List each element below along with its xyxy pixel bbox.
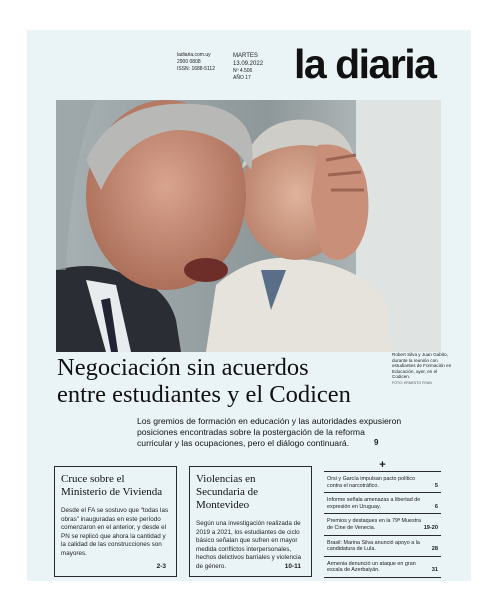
masthead-date-block [233, 52, 263, 82]
weekday: MARTES [233, 53, 258, 59]
newspaper-logo: la diaria [294, 41, 436, 87]
brief-text: Orsi y García impulsan pacto político contra el narcotráfico. [327, 476, 416, 489]
website: ladiaria.com.uy [177, 52, 211, 58]
brief-page-number: 6 [434, 503, 438, 510]
brief-page-number: 19-20 [423, 524, 438, 531]
briefs-sidebar [324, 460, 441, 578]
headline-line-1: Negociación sin acuerdos [57, 354, 309, 381]
photo-caption [392, 352, 454, 387]
brief-text: Brasil: Marina Silva anunció apoyo a la candidatura de Lula. [327, 539, 420, 553]
brief-item[interactable] [324, 493, 441, 514]
box-page-number: 2-3 [156, 563, 166, 570]
lead-summary: Los gremios de formación en educación y las autoridades expusieron posiciones encontradas sobre la postergación de la reforma curricular y las ocupaciones, pero el diálogo continuará. [137, 416, 402, 448]
box-title: Violencias en Secundaria de Montevideo [196, 473, 258, 511]
brief-text: Informe señala amenazas a libertad de expresión en Uruguay. [327, 497, 421, 510]
box-page-number: 10-11 [284, 563, 301, 570]
issn: ISSN: 1688-5112 [177, 66, 215, 72]
box-title: Cruce sobre el Ministerio de Vivienda [61, 473, 163, 498]
brief-item[interactable] [324, 514, 441, 535]
masthead-info [177, 52, 215, 73]
lead-photo [56, 100, 441, 352]
box-text: Según una investigación realizada de 2019 a 2021, los estudiantes de ciclo básico señalan que sufren en mayor medida conflictos interpersonales, hechos delictivos barriales y violencia de género. [196, 520, 301, 570]
story-box-vivienda[interactable] [54, 466, 177, 577]
date: 13.09.2022 [233, 61, 264, 67]
issue-number: Nº 4.506 [233, 68, 253, 74]
story-box-violencias[interactable] [189, 466, 312, 577]
brief-item[interactable] [324, 557, 441, 578]
brief-item[interactable] [324, 536, 441, 557]
brief-item[interactable] [324, 472, 441, 493]
brief-page-number: 28 [431, 546, 438, 553]
photo-credit: FOTO: ERNESTO RYAN [392, 380, 432, 385]
plus-icon: + [379, 459, 386, 471]
phone: 2900 0808 [177, 59, 201, 65]
brief-page-number: 31 [431, 567, 438, 574]
brief-page-number: 5 [434, 482, 438, 489]
year: AÑO 17 [233, 75, 251, 81]
lead-photo-illustration [56, 100, 441, 352]
box-text: Desde el FA se sostuvo que “todas las obras” inauguradas en este período comenzaron en el anterior, y desde el PN se replicó que ahora la cantidad y la calidad de las construcciones son mayores. [61, 507, 169, 557]
front-page [27, 30, 471, 581]
headline-line-2: entre estudiantes y el Codicen [57, 381, 351, 408]
lead-page-number: 9 [374, 438, 379, 447]
brief-text: Premios y destaques en la 79ª Muestra de Cine de Venecia. [327, 518, 421, 531]
caption-text: Robert Silva y Juan Gabito, durante la reunión con estudiantes de Formación en Educación, ayer, en el Codicen. [392, 352, 452, 380]
brief-text: Armenia denunció un ataque en gran escala de Azerbaiyán. [327, 560, 416, 574]
lead-headline[interactable] [57, 354, 397, 408]
